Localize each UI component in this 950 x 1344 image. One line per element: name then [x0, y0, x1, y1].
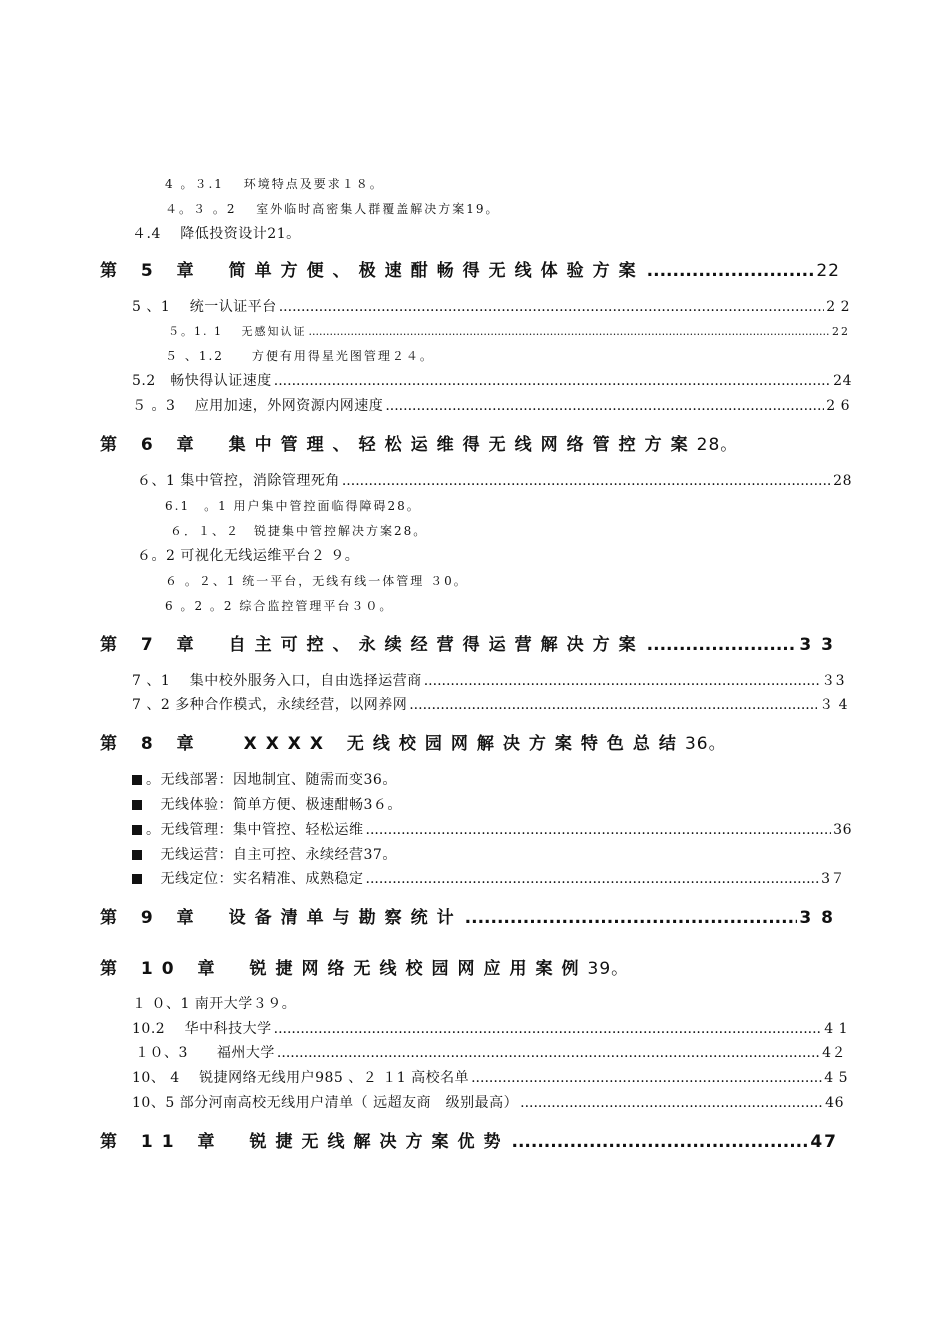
toc-entry-5-1-2[interactable]: ５ 、1.2 方便有用得星光图管理２４。 [165, 349, 434, 363]
leader-dots [647, 637, 798, 654]
toc-entry-4-4[interactable]: ４.4 降低投资设计21。 [132, 226, 301, 242]
square-bullet-icon [132, 800, 142, 810]
toc-bullet-positioning[interactable]: 无线定位：实名精准、成熟稳定 ..... 3７ [132, 872, 845, 886]
leader-dots [342, 474, 831, 488]
square-bullet-icon [132, 850, 142, 860]
toc-entry-6-1[interactable]: ６、1 集中管控，消除管理死角 ..... 28 [137, 474, 852, 488]
toc-entry-4-3-2[interactable]: ４。３ 。2 室外临时高密集人群覆盖解决方案19。 [165, 202, 500, 216]
toc-entry-10-5[interactable]: 10、5 部分河南高校无线用户清单（ 远超友商 级别最高） ..... 46 [132, 1096, 844, 1110]
leader-dots [424, 674, 819, 688]
toc-entry-10-4[interactable]: 10、 4 锐捷网络无线用户985 、２ １1 高校名单 ..... 4 5 [132, 1071, 848, 1085]
toc-entry-10-3[interactable]: １０、3 福州大学 ..... 4２ [135, 1046, 846, 1060]
toc-bullet-deployment[interactable]: 。无线部署：因地制宜、随需而变36。 [132, 773, 397, 787]
leader-dots [471, 1071, 822, 1085]
toc-entry-5-1[interactable]: 5 、1 统一认证平台 ..... 2 2 [132, 300, 850, 314]
toc-entry-6-1-1[interactable]: 6.1 。1 用户集中管控面临得障碍28。 [165, 499, 421, 513]
toc-entry-5-3[interactable]: ５ 。3 应用加速，外网资源内网速度 ..... 2 6 [132, 399, 850, 413]
toc-entry-5-1-1[interactable]: ５。1. 1 无感知认证 ..... 22 [168, 326, 850, 337]
toc-entry-7-1[interactable]: 7 、1 集中校外服务入口，自由选择运营商 ..... ３3 [132, 674, 845, 688]
square-bullet-icon [132, 874, 142, 884]
square-bullet-icon [132, 775, 142, 785]
toc-entry-7-2[interactable]: 7 、2 多种合作模式，永续经营，以网养网 ..... ３ 4 [132, 698, 848, 712]
toc-entry-6-2-1[interactable]: ６ 。２、1 统一平台，无线有线一体管理 ３0。 [165, 574, 468, 588]
toc-entry-4-3-1[interactable]: 4 。３.1 环境特点及要求１８。 [165, 177, 384, 191]
toc-entry-6-1-2[interactable]: ６．１、２ 锐捷集中管控解决方案28。 [170, 524, 428, 538]
toc-chapter-11[interactable]: 第 11 章 锐捷无线解决方案优势 ..... 47 [100, 1134, 838, 1151]
leader-dots [274, 1022, 823, 1036]
leader-dots [309, 326, 831, 337]
leader-dots [512, 1134, 809, 1151]
leader-dots [465, 910, 798, 927]
toc-entry-6-2-2[interactable]: 6 。2 。2 综合监控管理平台３０。 [165, 599, 394, 613]
leader-dots [277, 1046, 820, 1060]
leader-dots [366, 872, 820, 886]
leader-dots [274, 374, 831, 388]
toc-entry-6-2[interactable]: ６。2 可视化无线运维平台２ ９。 [137, 548, 360, 564]
toc-entry-10-1[interactable]: １ ０、1 南开大学３９。 [132, 996, 297, 1012]
toc-chapter-8[interactable]: 第 8 章 XXXX 无线校园网解决方案特色总结36。 [100, 734, 727, 754]
toc-entry-5-2[interactable]: 5.2 畅快得认证速度 ..... 24 [132, 374, 852, 388]
leader-dots [520, 1096, 823, 1110]
toc-bullet-experience[interactable]: 无线体验：简单方便、极速酣畅3６。 [132, 798, 402, 812]
leader-dots [366, 823, 832, 837]
toc-chapter-10[interactable]: 第 10 章 锐捷网络无线校园网应用案例39。 [100, 959, 630, 979]
leader-dots [385, 399, 824, 413]
toc-entry-10-2[interactable]: 10.2 华中科技大学 ..... 4 1 [132, 1022, 848, 1036]
toc-bullet-operation[interactable]: 无线运营：自主可控、永续经营37。 [132, 848, 397, 862]
toc-bullet-management[interactable]: 。无线管理：集中管控、轻松运维 ..... 36 [132, 823, 852, 837]
toc-chapter-7[interactable]: 第 7 章 自主可控、永续经营得运营解决方案 ..... 3 3 [100, 637, 835, 654]
toc-chapter-9[interactable]: 第 9 章 设备清单与勘察统计 ..... 3 8 [100, 910, 835, 927]
square-bullet-icon [132, 825, 142, 835]
toc-chapter-5[interactable]: 第 5 章 简单方便、极速酣畅得无线体验方案 ..... 22 [100, 263, 840, 280]
leader-dots [647, 263, 815, 280]
leader-dots [409, 698, 817, 712]
leader-dots [279, 300, 825, 314]
toc-chapter-6[interactable]: 第 6 章 集中管理、轻松运维得无线网络管控方案28。 [100, 435, 739, 455]
